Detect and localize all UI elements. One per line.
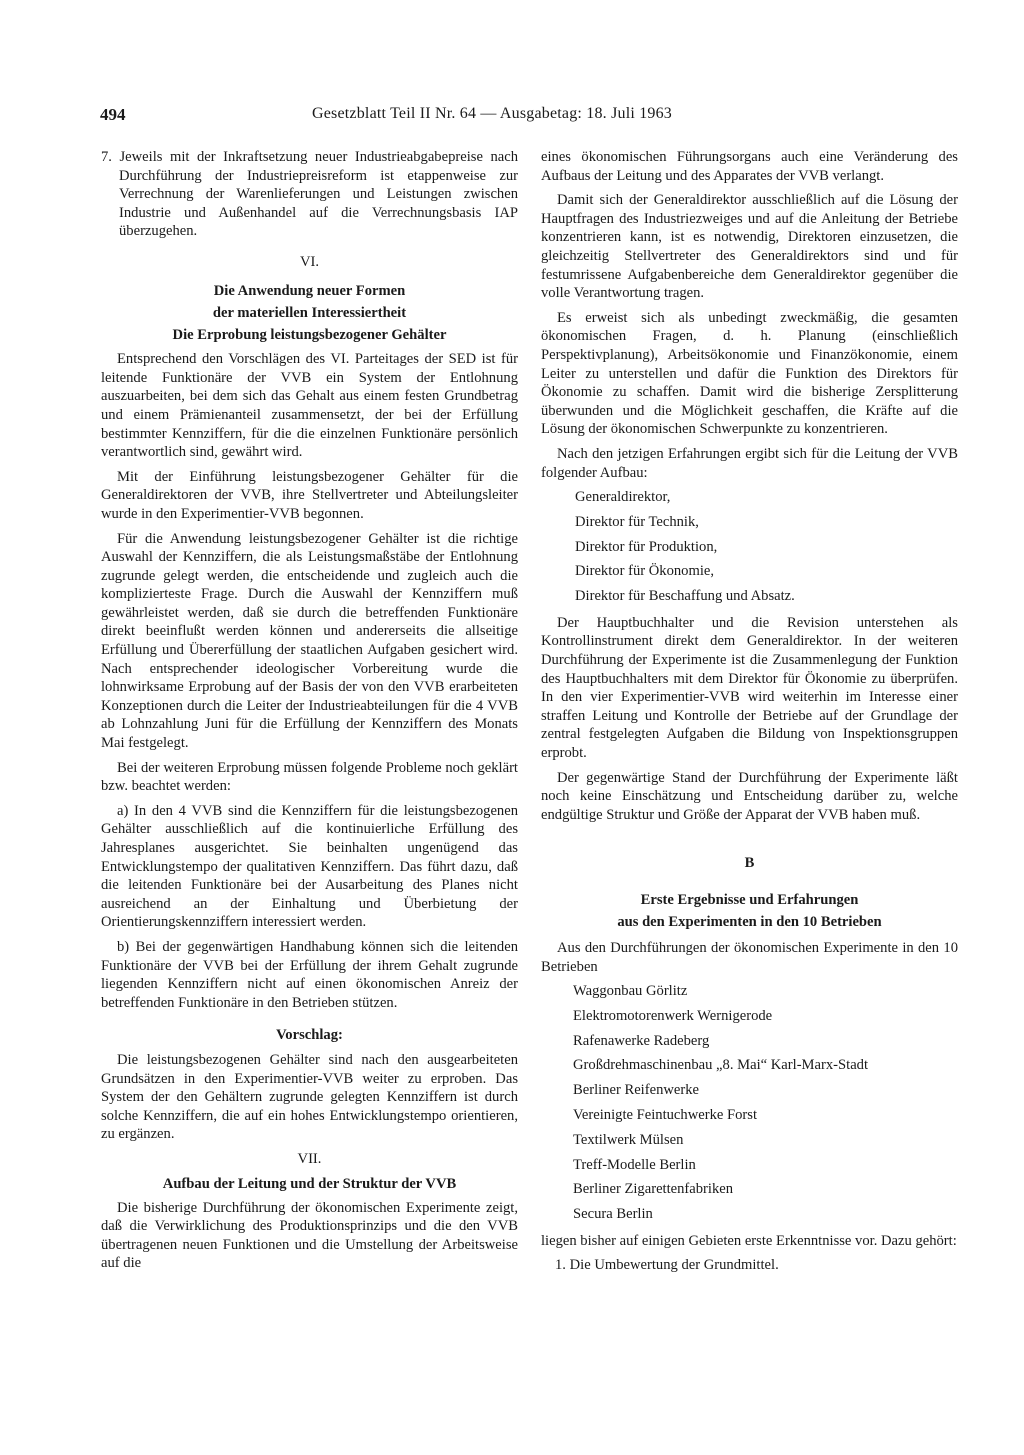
item-b: b) Bei der gegenwärtigen Handhabung können sich die leitenden Funktionäre der VVB bei der Erfüllung der ihrem Gehalt zugrunde liegenden Kennziffern nicht auf einen ökonomischen Anreiz der betreffenden Funktionäre in den Betrieben stützen. bbox=[101, 938, 518, 1011]
paragraph: Bei der weiteren Erprobung müssen folgende Probleme noch geklärt bzw. beachtet werden: bbox=[101, 759, 518, 795]
running-head: Gesetzblatt Teil II Nr. 64 — Ausgabetag: 18. Juli 1963 bbox=[312, 105, 672, 122]
paragraph: Der gegenwärtige Stand der Durchführung der Experimente läßt noch keine Einschätzung und Entscheidung darüber zu, welche endgültige Struktur und Größe der Apparat der VVB haben muß. bbox=[541, 769, 958, 823]
section-b-title-line1: Erste Ergebnisse und Erfahrungen bbox=[640, 891, 859, 908]
paragraph: Nach den jetzigen Erfahrungen ergibt sich für die Leitung der VVB folgender Aufbau: bbox=[541, 445, 958, 481]
left-column bbox=[101, 148, 518, 1279]
right-column bbox=[541, 148, 958, 1281]
item-7: 7. Jeweils mit der Inkraftsetzung neuer Industrieabgabepreise nach Durchführung der Industriepreisreform ist etappenweise zur Verrechnung der Warenlieferungen und Leistungen zwischen Industrie und Außenhandel auf die Verrechnungsbasis IAP überzugehen. bbox=[101, 149, 518, 240]
section-vi-subtitle: Die Erprobung leistungsbezogener Gehälter bbox=[172, 326, 447, 343]
list-item: Treff-Modelle Berlin bbox=[573, 1156, 696, 1173]
list-item: Elektromotorenwerk Wernigerode bbox=[573, 1007, 773, 1024]
list-item: Direktor für Produktion, bbox=[575, 538, 718, 555]
company-list bbox=[541, 982, 958, 1224]
paragraph: Aus den Durchführungen der ökonomischen Experimente in den 10 Betrieben bbox=[541, 939, 958, 975]
list-item: Berliner Reifenwerke bbox=[573, 1082, 700, 1099]
numbered-item-1: 1. Die Umbewertung der Grundmittel. bbox=[555, 1257, 779, 1274]
leadership-structure-list bbox=[541, 488, 958, 606]
list-item: Direktor für Technik, bbox=[575, 513, 699, 530]
section-vii-number: VII. bbox=[297, 1150, 322, 1167]
list-item: Textilwerk Mülsen bbox=[573, 1131, 684, 1148]
paragraph: Mit der Einführung leistungsbezogener Gehälter für die Generaldirektoren der VVB, ihre Stellvertreter und Abteilungsleiter wurde in den Experimentier-VVB begonnen. bbox=[101, 468, 518, 522]
section-vi-number: VI. bbox=[299, 253, 320, 270]
list-item: Generaldirektor, bbox=[575, 489, 671, 506]
paragraph: Die leistungsbezogenen Gehälter sind nach den ausgearbeiteten Grundsätzen in den Experimentier-VVB weiter zu erproben. Das System der den Gehältern zugrunde gelegten Kennziffern ist durch solche Kennziffern, die auf ein hohes Entwicklungstempo orientieren, zu ergänzen. bbox=[101, 1051, 518, 1143]
list-item: Rafenawerke Radeberg bbox=[573, 1032, 710, 1049]
list-item: Direktor für Ökonomie, bbox=[575, 563, 715, 580]
section-vii-title: Aufbau der Leitung und der Struktur der VVB bbox=[162, 1175, 457, 1192]
list-item: Direktor für Beschaffung und Absatz. bbox=[575, 588, 795, 605]
paragraph: liegen bisher auf einigen Gebieten erste Erkenntnisse vor. Dazu gehört: bbox=[541, 1232, 957, 1249]
list-item: Vereinigte Feintuchwerke Forst bbox=[573, 1107, 757, 1124]
paragraph: Entsprechend den Vorschlägen des VI. Parteitages der SED ist für leitende Funktionäre der VVB ein System der Entlohnung auszuarbeiten, bei dem sich das Gehalt aus einem festen Grundbetrag und einem Prämienanteil zusammensetzt, der bei der Erfüllung bestimmter Kennziffern, für die die einzelnen Funktionäre persönlich verantwortlich sind, gewährt wird. bbox=[101, 351, 518, 461]
paragraph: Die bisherige Durchführung der ökonomischen Experimente zeigt, daß die Verwirklichung des Produktionsprinzips und die den VVB übertragenen neuen Funktionen und die Umstellung der Arbeitsweise auf die bbox=[101, 1199, 518, 1272]
list-item: Secura Berlin bbox=[573, 1206, 653, 1223]
section-b-title-line2: aus den Experimenten in den 10 Betrieben bbox=[617, 913, 882, 930]
section-b-letter: B bbox=[744, 855, 755, 872]
section-vi-title-line1: Die Anwendung neuer Formen bbox=[213, 282, 406, 299]
paragraph: eines ökonomischen Führungsorgans auch eine Veränderung des Aufbaus der Leitung und des Apparates der VVB verlangt. bbox=[541, 149, 958, 184]
proposal-heading: Vorschlag: bbox=[276, 1027, 343, 1044]
paragraph: Für die Anwendung leistungsbezogener Gehälter ist die richtige Auswahl der Kennziffern, die als Leistungsmaßstäbe der Entlohnung zugrunde gelegt werden, die entscheidende und zugleich auch die komplizierteste Frage. Durch die Auswahl der Kennziffern muß gewährleistet werden, daß sie durch die betreffenden Funktionäre direkt beeinflußt werden können und andererseits die allseitige Erfüllung und Übererfüllung der staatlichen Aufgaben gesichert wird. Nach entsprechender ideologischer Vorbereitung wurde die lohnwirksame Erprobung auf der Basis der von den VVB erarbeiteten Konzeptionen durch die Leiter der Industrieabteilungen für die 4 VVB ab Lohnzahlung Juni für die Erfüllung der Kennziffern des Monats Mai festgelegt. bbox=[101, 530, 518, 752]
paragraph: Es erweist sich als unbedingt zweckmäßig, die gesamten ökonomischen Fragen, d. h. Planung (einschließlich Perspektivplanung), Arbeitsökonomie und Finanzökonomie, einem Leiter zu unterstellen und dafür die Funktion des Direktors für Ökonomie zu schaffen. Damit wird die bisherige Zersplitterung überwunden und die Möglichkeit geschaffen, die Kräfte auf die Lösung der ökonomischen Schwerpunkte zu konzentrieren. bbox=[541, 309, 958, 438]
list-item: Berliner Zigarettenfabriken bbox=[573, 1181, 734, 1198]
paragraph: Der Hauptbuchhalter und die Revision unterstehen als Kontrollinstrument direkt dem Generaldirektor. In der weiteren Durchführung der Experimente ist die Zusammenlegung der Funktion des Hauptbuchhalters mit dem Direktor für Ökonomie zu überprüfen. In den vier Experimentier-VVB wird weiterhin im Interesse einer straffen Leitung und Kontrolle der Betriebe auf der Grundlage der zentral festgelegten Aufgaben die Bildung von Inspektionsgruppen erprobt. bbox=[541, 614, 958, 761]
section-vi-title-line2: der materiellen Interessiertheit bbox=[212, 304, 407, 321]
item-a: a) In den 4 VVB sind die Kennziffern für die leistungsbezogenen Gehälter ausschließlich auf die kontinuierliche Erfüllung des Jahresplanes ausgerichtet. Sie beinhalten ungenügend das Entwicklungstempo der qualitativen Kennziffern. Das führt dazu, daß die leitenden Funktionäre bei der Ausarbeitung des Planes nicht ausreichend an der Einhaltung und Überbietung der Orientierungskennziffern interessiert werden. bbox=[101, 802, 518, 931]
list-item: Waggonbau Görlitz bbox=[573, 983, 688, 1000]
list-item: Großdrehmaschinenbau „8. Mai“ Karl-Marx-Stadt bbox=[573, 1057, 869, 1074]
paragraph: Damit sich der Generaldirektor ausschließlich auf die Lösung der Hauptfragen des Industriezweiges und auf die Anleitung der Betriebe konzentrieren kann, ist es notwendig, Direktoren einzusetzen, die gleichzeitig Stellvertreter des Generaldirektors sind und für festumrissene Aufgabenbereiche dem Generaldirektor gegenüber die volle Verantwortung tragen. bbox=[541, 192, 958, 302]
page-number: 494 bbox=[100, 105, 126, 124]
